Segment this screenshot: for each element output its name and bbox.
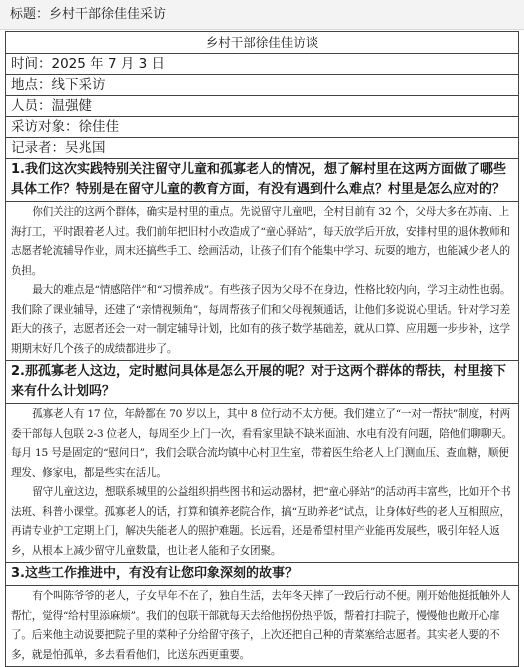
document-title-bar: 标题：乡村干部徐佳佳采访 bbox=[0, 0, 524, 30]
answer-row bbox=[6, 202, 519, 361]
interview-time: 时间：2025 年 7 月 3 日 bbox=[6, 54, 519, 75]
answer-paragraph: 留守儿童这边，想联系城里的公益组织捐些图书和运动器材，把“童心驿站”的活动再丰富些，比如开个书法班、科普小课堂。孤寡老人的话，打算和镇养老院合作，搞“互助养老”试点，让身体好些的老人互相照应，再请专业护工定期上门，解决失能老人的照护难题。长远看，还是希望村里产业能再发展些，吸引年轻人返乡，从根本上减少留守儿童数量，也让老人能和子女团聚。 bbox=[11, 486, 511, 557]
meta-row bbox=[6, 117, 519, 138]
question-3: 3.这些工作推进中，有没有让您印象深刻的故事？ bbox=[6, 563, 519, 586]
meta-row bbox=[6, 54, 519, 75]
meta-row bbox=[6, 75, 519, 96]
question-row bbox=[6, 159, 519, 202]
answer-paragraph: 最大的难点是“情感陪伴”和“习惯养成”。有些孩子因为父母不在身边，性格比较内向，学习主动性也弱。我们除了课业辅导，还建了“亲情视频角”，每周帮孩子们和父母视频通话，让他们多说说心里话。针对学习差距大的孩子，志愿者还会一对一制定辅导计划，比如有的孩子数学基础差，就从口算、应用题一步步补，这学期期末好几个孩子的成绩都进步了。 bbox=[11, 284, 511, 355]
answer-paragraph: 孤寡老人有 17 位，年龄都在 70 岁以上，其中 8 位行动不太方便。我们建立了“一对一帮扶”制度，村两委干部每人包联 2-3 位老人，每周至少上门一次，看看家里缺不缺米面油、水电有没有问题，陪他们聊聊天。每月 15 号是固定的“慰问日”，我们会联合流均镇中心村卫生室，带着医生给老人上门测血压、查血糖，顺便理发、修家电，都是些实在活儿。 bbox=[11, 408, 512, 479]
interview-record-table bbox=[5, 31, 519, 667]
question-row bbox=[6, 563, 519, 586]
interview-subject: 采访对象：徐佳佳 bbox=[6, 117, 519, 138]
title-row bbox=[6, 32, 519, 54]
answer-2 bbox=[6, 404, 519, 563]
answer-row bbox=[6, 404, 519, 563]
answer-paragraph: 你们关注的这两个群体，确实是村里的重点。先说留守儿童吧，全村目前有 32 个，父母大多在苏南、上海打工，平时跟着老人过。我们前年把旧村小改造成了“童心驿站”，每天放学后开放，安排村里的退休教师和志愿者轮流辅导作业，周末还搞些手工、绘画活动，让孩子们有个能集中学习、玩耍的地方，也能减少老人的负担。 bbox=[11, 206, 510, 277]
meta-row bbox=[6, 96, 519, 117]
interviewer: 人员：温强健 bbox=[6, 96, 519, 117]
question-1: 1.我们这次实践特别关注留守儿童和孤寡老人的情况，想了解村里在这两方面做了哪些具体工作？特别是在留守儿童的教育方面，有没有遇到什么难点？村里是怎么应对的？ bbox=[6, 159, 519, 202]
answer-paragraph: 有个叫陈爷爷的老人，子女早年不在了，独自生活，去年冬天摔了一跤后行动不便。刚开始他挺抵触外人帮忙，觉得“给村里添麻烦”。我们的包联干部就每天去给他拐份热乎饭，帮着打扫院子，慢慢他也敞开心扉了。后来他主动说要把院子里的菜种子分给留守孩子，上次还把自己种的青菜塞给志愿者。其实老人要的不多，就是怕孤单，多去看看他们，比送东西更重要。 bbox=[11, 590, 511, 661]
question-2: 2.那孤寡老人这边，定时慰问具体是怎么开展的呢？对于这两个群体的帮扶，村里接下来有什么计划吗？ bbox=[6, 361, 519, 404]
answer-1 bbox=[6, 202, 519, 361]
answer-row bbox=[6, 586, 519, 667]
meta-row bbox=[6, 138, 519, 159]
answer-3 bbox=[6, 586, 519, 667]
interview-location: 地点：线下采访 bbox=[6, 75, 519, 96]
question-row bbox=[6, 361, 519, 404]
interview-title: 乡村干部徐佳佳访谈 bbox=[6, 32, 519, 54]
recorder: 记录者：吴兆国 bbox=[6, 138, 519, 159]
